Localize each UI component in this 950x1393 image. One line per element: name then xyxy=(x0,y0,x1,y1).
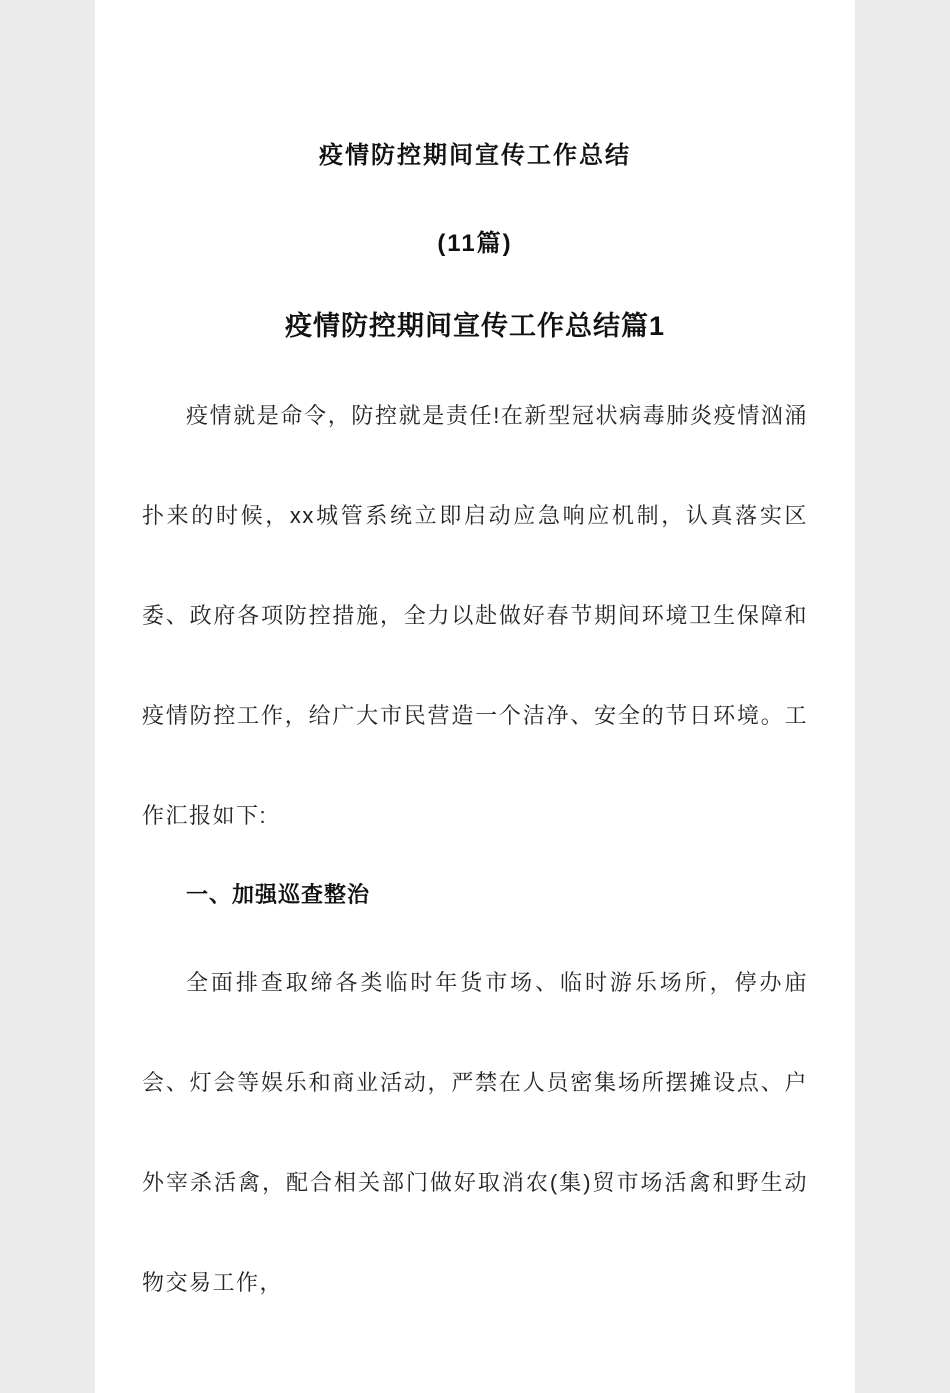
section-heading: 疫情防控期间宣传工作总结篇1 xyxy=(284,311,665,342)
subsection-heading: 一、加强巡查整治 xyxy=(186,882,371,908)
body-paragraph: 全面排查取缔各类临时年货市场、临时游乐场所，停办庙会、灯会等娱乐和商业活动，严禁在人员密集场所摆摊设点、户外宰杀活禽，配合相关部门做好取消农(集)贸市场活禽和野生动物交易工作， xyxy=(142,969,808,1295)
document-page xyxy=(95,0,855,1393)
document-title: 疫情防控期间宣传工作总结 xyxy=(319,142,631,169)
body-paragraph: 疫情就是命令，防控就是责任!在新型冠状病毒肺炎疫情汹涌扑来的时候，xx城管系统立即启动应急响应机制，认真落实区委、政府各项防控措施，全力以赴做好春节期间环境卫生保障和疫情防控工作，给广大市民营造一个洁净、安全的节日环境。工作汇报如下: xyxy=(142,403,808,829)
document-subtitle: (11篇) xyxy=(437,229,513,257)
